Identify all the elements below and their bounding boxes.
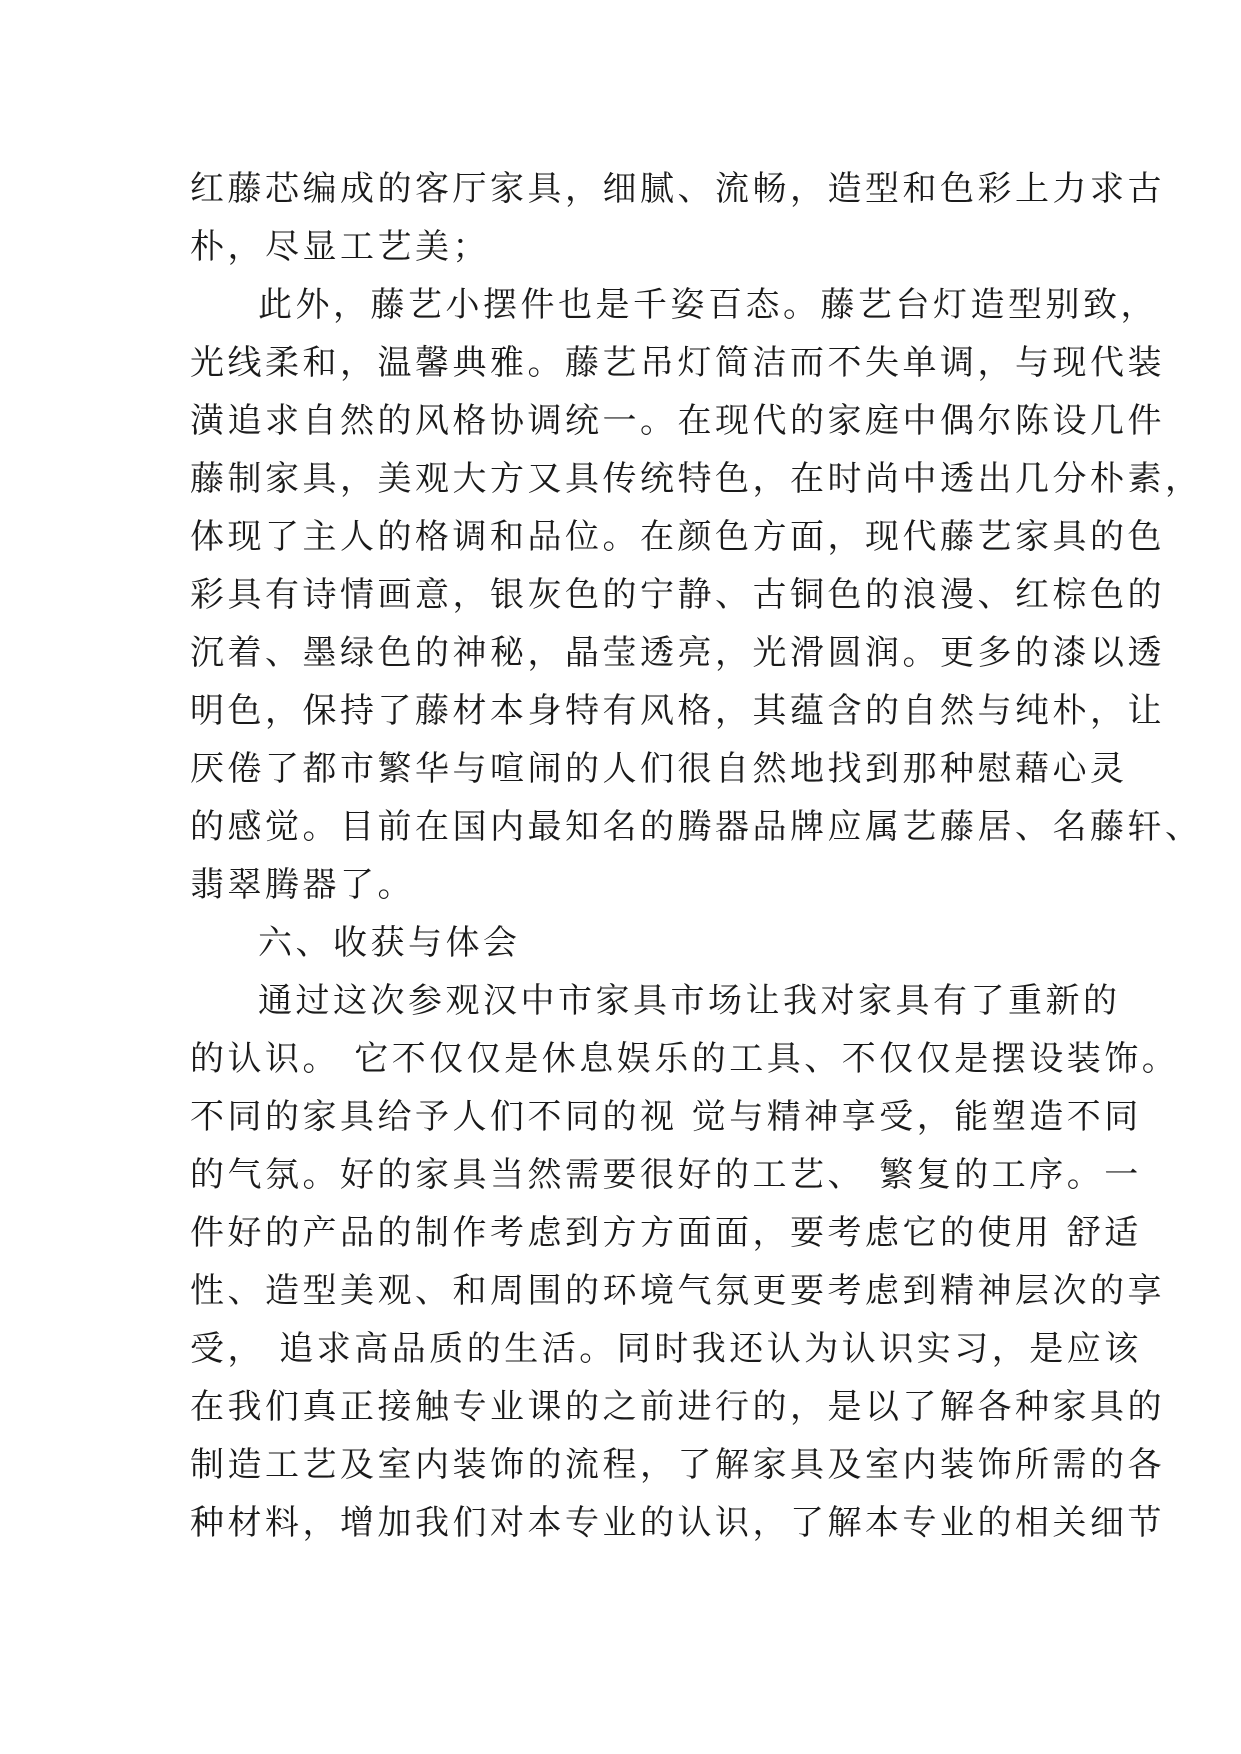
body-text (190, 160, 1203, 1552)
text-line: 明色，保持了藤材本身特有风格，其蕴含的自然与纯朴，让 (190, 691, 1165, 731)
text-line: 不同的家具给予人们不同的视 觉与精神享受，能塑造不同 (190, 1097, 1142, 1137)
text-line: 的认识。 它不仅仅是休息娱乐的工具、不仅仅是摆设装饰。 (190, 1039, 1180, 1079)
text-line: 翡翠腾器了。 (190, 865, 415, 905)
paragraph-start-line: 此外，藤艺小摆件也是千姿百态。藤艺台灯造型别致， (258, 285, 1158, 325)
text-line: 性、造型美观、和周围的环境气氛更要考虑到精神层次的享 (190, 1271, 1165, 1311)
text-line: 厌倦了都市繁华与喧闹的人们很自然地找到那种慰藉心灵 (190, 749, 1128, 789)
text-line: 的气氛。好的家具当然需要很好的工艺、 繁复的工序。一 (190, 1155, 1142, 1195)
text-line: 件好的产品的制作考虑到方方面面，要考虑它的使用 舒适 (190, 1213, 1142, 1253)
text-line: 体现了主人的格调和品位。在颜色方面，现代藤艺家具的色 (190, 517, 1165, 557)
text-line: 受， 追求高品质的生活。同时我还认为认识实习，是应该 (190, 1329, 1142, 1369)
text-line: 沉着、墨绿色的神秘，晶莹透亮，光滑圆润。更多的漆以透 (190, 633, 1165, 673)
text-line: 的感觉。目前在国内最知名的腾器品牌应属艺藤居、名藤轩、 (190, 807, 1203, 847)
section-heading: 六、收获与体会 (258, 923, 521, 963)
text-line: 制造工艺及室内装饰的流程，了解家具及室内装饰所需的各 (190, 1445, 1165, 1485)
text-line: 藤制家具，美观大方又具传统特色，在时尚中透出几分朴素， (190, 459, 1203, 499)
text-line: 光线柔和，温馨典雅。藤艺吊灯简洁而不失单调，与现代装 (190, 343, 1165, 383)
text-line: 红藤芯编成的客厅家具，细腻、流畅，造型和色彩上力求古 (190, 169, 1165, 209)
text-line: 彩具有诗情画意，银灰色的宁静、古铜色的浪漫、红棕色的 (190, 575, 1165, 615)
paragraph-start-line: 通过这次参观汉中市家具市场让我对家具有了重新的 (258, 981, 1121, 1021)
text-line: 种材料，增加我们对本专业的认识，了解本专业的相关细节 (190, 1503, 1165, 1543)
text-line: 朴，尽显工艺美； (190, 227, 490, 267)
text-line: 在我们真正接触专业课的之前进行的，是以了解各种家具的 (190, 1387, 1165, 1427)
text-line: 潢追求自然的风格协调统一。在现代的家庭中偶尔陈设几件 (190, 401, 1165, 441)
